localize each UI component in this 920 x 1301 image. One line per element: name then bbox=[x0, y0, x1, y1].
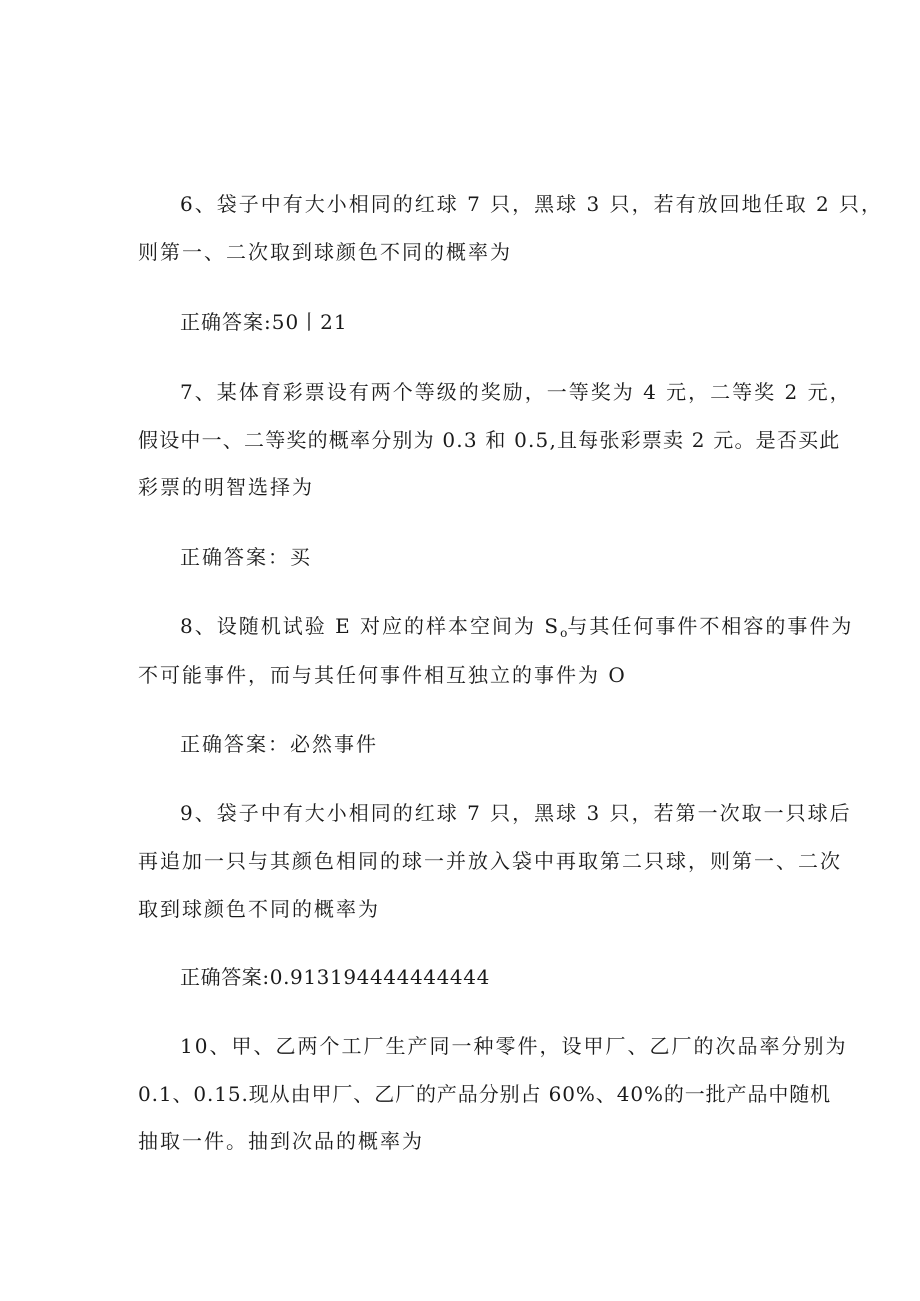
question-7-line-2: 假设中一、二等奖的概率分别为 0.3 和 0.5,且每张彩票卖 2 元。是否买此 bbox=[138, 428, 841, 452]
question-10-line-2: 0.1、0.15.现从由甲厂、乙厂的产品分别占 60%、40%的一批产品中随机 bbox=[138, 1082, 832, 1106]
question-9-line-2: 再追加一只与其颜色相同的球一并放入袋中再取第二只球，则第一、二次 bbox=[138, 849, 842, 873]
question-8-line-2: 不可能事件，而与其任何事件相互独立的事件为 O bbox=[138, 663, 627, 687]
question-8-line-1-start: 8、设随机试验 E 对应的样本空间为 S bbox=[180, 614, 561, 638]
question-10-line-3: 抽取一件。抽到次品的概率为 bbox=[138, 1129, 424, 1153]
question-8-line-1 bbox=[180, 612, 854, 647]
question-9-line-3: 取到球颜色不同的概率为 bbox=[138, 897, 380, 921]
question-7-line-1: 7、某体育彩票设有两个等级的奖励，一等奖为 4 元，二等奖 2 元， bbox=[180, 380, 852, 404]
answer-8: 正确答案：必然事件 bbox=[180, 732, 378, 756]
question-8-line-1-end: 与其任何事件不相容的事件为 bbox=[567, 614, 854, 638]
question-6-line-2: 则第一、二次取到球颜色不同的概率为 bbox=[138, 240, 512, 264]
question-7-line-3: 彩票的明智选择为 bbox=[138, 475, 314, 499]
answer-7: 正确答案：买 bbox=[180, 545, 312, 569]
answer-6: 正确答案:50丨21 bbox=[180, 310, 348, 334]
question-9-line-1: 9、袋子中有大小相同的红球 7 只，黑球 3 只，若第一次取一只球后 bbox=[180, 801, 852, 825]
answer-9: 正确答案:0.913194444444444 bbox=[180, 965, 490, 989]
question-6-line-1: 6、袋子中有大小相同的红球 7 只，黑球 3 只，若有放回地任取 2 只， bbox=[180, 192, 884, 216]
question-8-subscript: o bbox=[560, 626, 568, 640]
question-10-line-1: 10、甲、乙两个工厂生产同一种零件，设甲厂、乙厂的次品率分别为 bbox=[180, 1034, 848, 1058]
